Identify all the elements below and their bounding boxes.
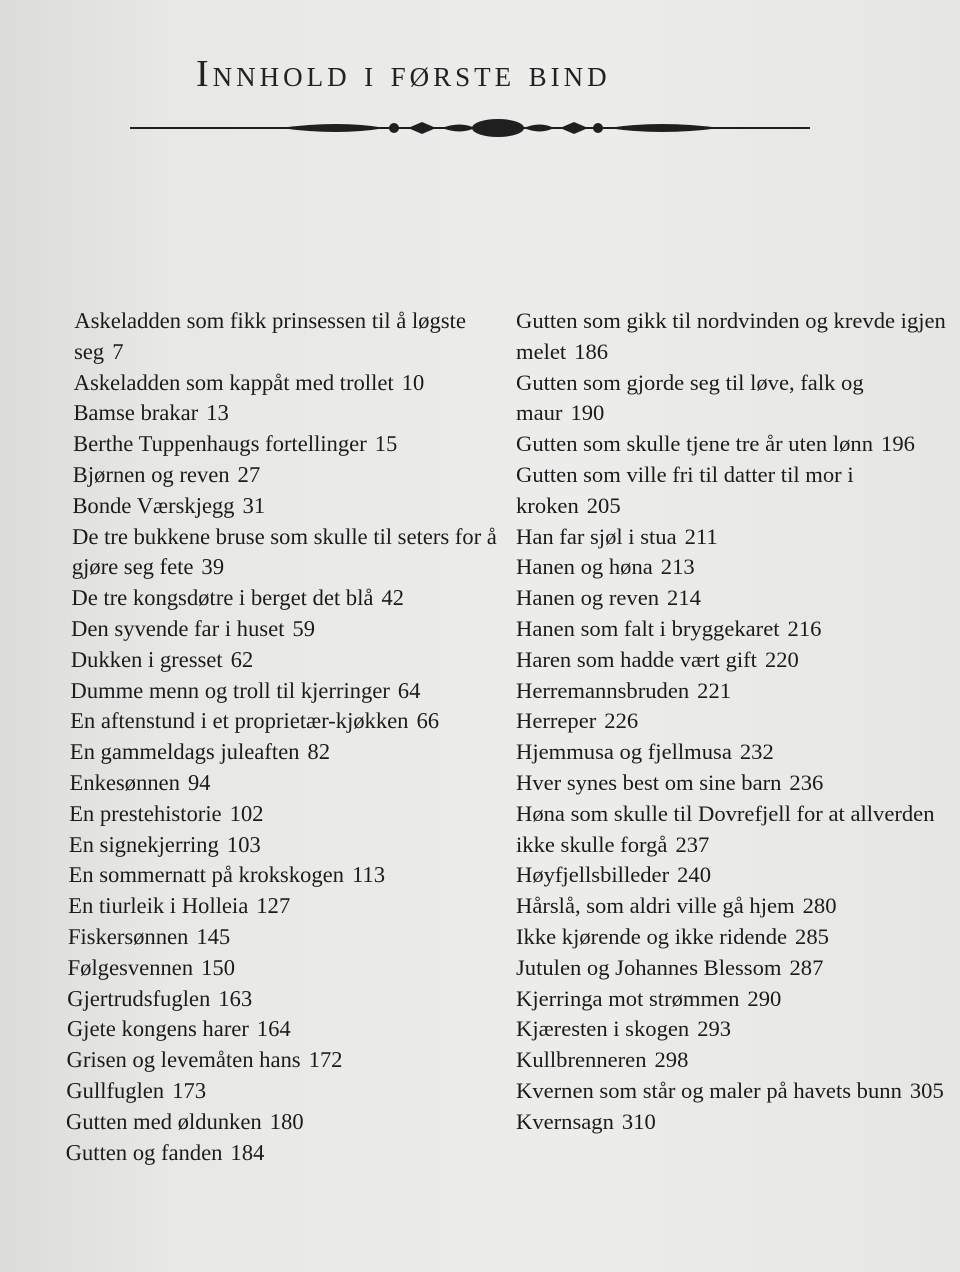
toc-entry [68,922,498,953]
toc-entry-page: 221 [697,677,732,703]
toc-entry-page: 102 [229,800,264,826]
toc-entry [516,460,946,522]
toc-entry-title: Gutten som ville fri til datter til mor i kroken [516,461,854,518]
toc-entry-page: 236 [789,769,824,795]
toc-entry-title: Ikke kjørende og ikke ridende [516,923,788,949]
toc-entry-page: 211 [684,523,718,549]
toc-entry-page: 82 [307,739,331,765]
toc-entry-page: 184 [230,1139,265,1165]
toc-entry-title: Fiskersønnen [67,923,189,949]
toc-entry-title: Dumme menn og troll til kjerringer [70,677,391,703]
toc-entry-title: Den syvende far i huset [71,615,285,641]
toc-entry-page: 280 [802,893,837,919]
toc-entry-title: Han far sjøl i stua [516,523,677,549]
toc-entry [516,368,946,430]
toc-entry-title: De tre bukkene bruse som skulle til seters for å gjøre seg fete [71,523,498,580]
toc-entry-page: 164 [256,1016,291,1042]
toc-entry [516,522,946,553]
toc-entry-page: 298 [654,1047,689,1073]
toc-entry-title: Herreper [516,708,597,734]
toc-entry [70,676,500,707]
toc-entry [70,706,500,737]
toc-entry [69,799,499,830]
toc-entry-title: Bamse brakar [73,400,199,426]
toc-entry-title: Hjemmusa og fjellmusa [516,739,732,765]
toc-entry [516,922,946,953]
toc-entry [516,1014,946,1045]
toc-entry-title: Gutten som gikk til nordvinden og krevde igjen melet [516,308,946,364]
toc-entry-page: 186 [574,338,609,364]
toc-entry [66,1045,496,1076]
toc-entry-title: Kullbrenneren [516,1047,647,1073]
toc-entry-page: 226 [604,708,639,734]
page-heading: Innhold i første bind [196,53,611,95]
toc-entry-title: Dukken i gresset [70,646,223,672]
toc-entry-title: Hanen som falt i bryggekaret [516,615,780,641]
toc-entry [69,830,499,861]
toc-entry-title: Askeladden som fikk prinsessen til å løgste seg [73,308,467,364]
toc-entry-title: Gullfuglen [66,1077,165,1103]
toc-entry-page: 7 [112,338,124,364]
toc-entry-title: Kvernsagn [516,1108,614,1134]
toc-entry-page: 94 [187,769,211,795]
toc-entry-page: 213 [660,554,695,580]
toc-entry [516,1107,946,1138]
toc-entry [516,552,946,583]
toc-entry-title: Bonde Værskjegg [72,492,235,518]
toc-entry-title: Gutten og fanden [65,1139,223,1165]
toc-entry-page: 220 [764,646,799,672]
toc-entry [516,645,946,676]
toc-column-right [516,306,946,1138]
toc-entry [516,737,946,768]
toc-entry-title: Enkesønnen [69,769,181,795]
toc-entry [516,984,946,1015]
toc-entry [516,706,946,737]
toc-entry-title: Kvernen som står og maler på havets bunn [516,1077,902,1103]
toc-entry-page: 145 [196,923,231,949]
toc-entry [73,460,503,491]
toc-entry-title: Gutten som skulle tjene tre år uten lønn [516,431,874,457]
toc-entry-title: Kjæresten i skogen [516,1016,690,1042]
decorative-rule-ornament [130,106,810,146]
toc-entry-title: Grisen og levemåten hans [66,1047,301,1073]
toc-entry [516,583,946,614]
toc-entry-page: 113 [351,862,386,888]
toc-entry-page: 290 [747,985,782,1011]
toc-entry-page: 214 [667,585,701,611]
toc-entry-title: Hanen og høna [516,554,653,580]
toc-entry-page: 293 [697,1016,732,1042]
toc-entry-page: 10 [401,369,425,395]
toc-entry-page: 285 [795,923,829,949]
toc-entry-page: 31 [242,492,266,518]
toc-entry [516,891,946,922]
toc-entry-page: 13 [206,400,229,426]
toc-entry [516,306,946,368]
toc-entry [65,1138,495,1169]
toc-entry-title: Følgesvennen [67,954,194,980]
toc-entry-title: Høna som skulle til Dovrefjell for at allverden ikke skulle forgå [516,800,935,857]
toc-entry-page: 15 [374,431,398,457]
toc-entry-page: 163 [218,985,253,1011]
toc-entry [67,984,497,1015]
toc-entry [74,368,504,399]
toc-entry-title: En gammeldags juleaften [69,739,300,765]
toc-entry-page: 216 [787,615,822,641]
toc-entry-page: 305 [909,1077,944,1103]
toc-entry-title: Gutten med øldunken [65,1108,262,1134]
toc-entry-page: 59 [292,615,316,641]
toc-entry-title: Askeladden som kappåt med trollet [73,369,394,395]
toc-entry [71,614,501,645]
toc-entry-page: 42 [381,585,405,611]
toc-entry-page: 190 [570,400,605,426]
toc-entry-title: En tiurleik i Holleia [68,893,249,919]
toc-entry [66,1076,496,1107]
toc-entry [516,676,946,707]
toc-entry-title: Hanen og reven [516,585,660,611]
toc-entry-page: 310 [621,1108,656,1134]
toc-entry [516,1076,946,1107]
toc-entry [516,1045,946,1076]
toc-entry-page: 127 [256,893,291,919]
toc-entry-title: Jutulen og Johannes Blessom [516,954,782,980]
toc-entry-page: 172 [308,1047,343,1073]
toc-entry-title: En prestehistorie [69,800,222,826]
toc-column-left [65,306,504,1168]
toc-entry [516,860,946,891]
toc-entry [68,860,498,891]
toc-entry-title: En sommernatt på krokskogen [68,862,345,888]
toc-entry-page: 150 [200,954,236,980]
toc-entry [516,429,946,460]
toc-entry-title: Hver synes best om sine barn [516,769,782,795]
toc-entry [69,768,499,799]
toc-entry-page: 240 [677,862,711,888]
toc-entry-page: 62 [230,646,254,672]
toc-entry-title: Berthe Tuppenhaugs fortellinger [72,431,367,457]
toc-entry-title: En signekjerring [68,831,219,857]
toc-entry-page: 180 [269,1108,304,1134]
toc-entry [73,429,503,460]
toc-entry-title: Haren som hadde vært gift [516,646,757,672]
toc-entry [67,953,497,984]
toc-entry [71,645,501,676]
toc-entry [70,737,500,768]
toc-entry-title: En aftenstund i et proprietær-kjøkken [70,708,409,734]
toc-entry [72,491,502,522]
toc-entry-page: 39 [201,554,225,580]
toc-entry [516,953,946,984]
toc-entry [71,583,501,614]
toc-entry [66,1107,496,1138]
toc-entry [68,891,498,922]
toc-entry-title: Kjerringa mot strømmen [516,985,740,1011]
toc-entry-page: 205 [586,492,621,518]
toc-entry-page: 232 [739,739,774,765]
toc-entry [67,1014,497,1045]
toc-entry [74,306,505,368]
toc-entry [516,799,946,861]
toc-entry-title: Bjørnen og reven [72,461,230,487]
toc-entry-page: 287 [789,954,824,980]
toc-entry [72,522,503,584]
toc-entry [73,398,503,429]
toc-entry-title: Herremannsbruden [516,677,690,703]
toc-entry-page: 66 [416,708,440,734]
toc-entry-page: 237 [675,831,710,857]
toc-entry-title: Gjertrudsfuglen [67,985,211,1011]
toc-entry-page: 64 [397,677,421,703]
toc-entry-title: Gjete kongens harer [66,1016,250,1042]
toc-entry [516,614,946,645]
toc-entry-title: Høyfjellsbilleder [516,862,670,888]
toc-entry-page: 173 [172,1077,207,1103]
toc-entry-page: 196 [881,431,915,457]
toc-entry [516,768,946,799]
toc-entry-title: De tre kongsdøtre i berget det blå [71,585,374,611]
toc-entry-page: 27 [237,461,261,487]
toc-entry-title: Hårslå, som aldri ville gå hjem [516,893,795,919]
toc-entry-title: Gutten som gjorde seg til løve, falk og maur [516,369,864,426]
toc-entry-page: 103 [226,831,261,857]
